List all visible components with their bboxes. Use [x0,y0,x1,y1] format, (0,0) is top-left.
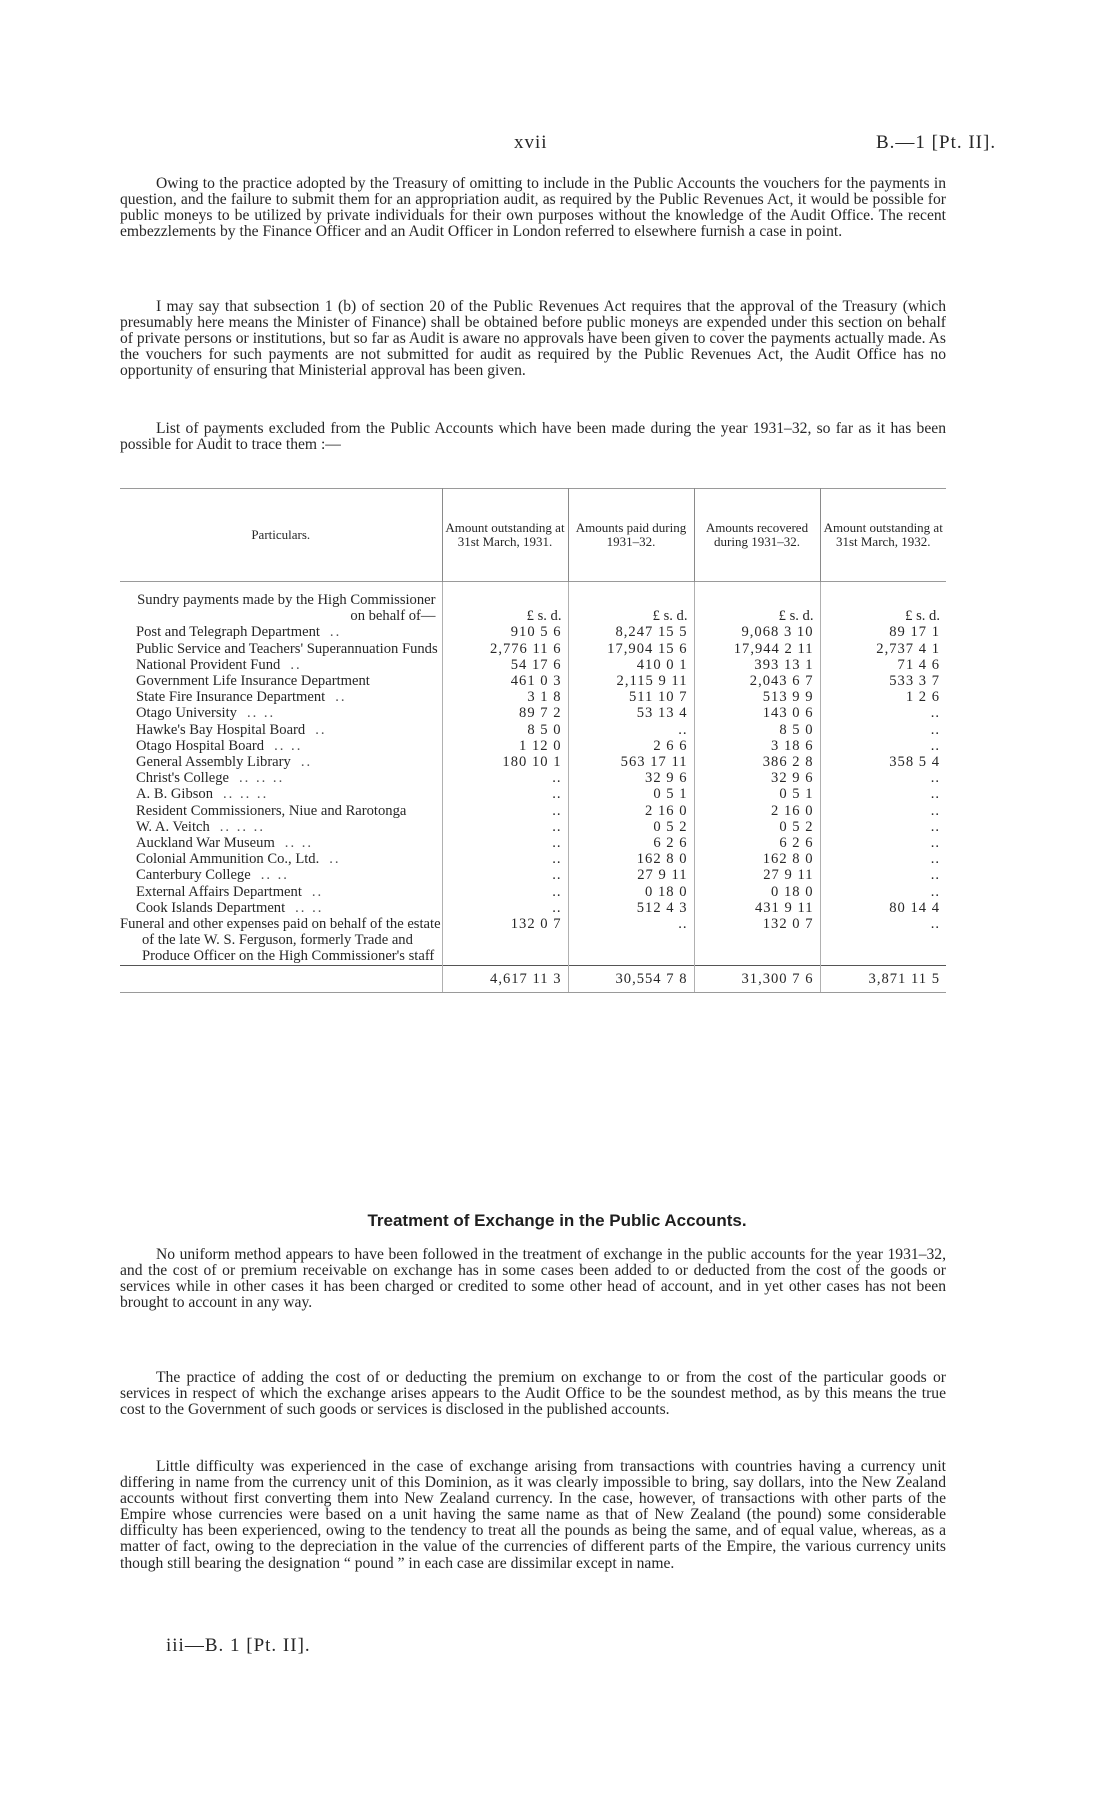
row-particulars [120,770,442,786]
row-leader-dots: .. [329,851,341,868]
row-particulars: Funeral and other expenses paid on behalf of the estate of the late W. S. Ferguson, formerly Trade and Produce Officer on the High Commissioner's staff [120,916,441,965]
total-outstanding-1931: 4,617 11 3 [442,965,568,992]
row-leader-dots: .. .. .. [223,786,269,803]
row-leader-dots: .. [290,656,302,673]
recovered-header: Amounts recovered during 1931–32. [694,489,820,582]
cell-outstanding-1931: .. [442,835,568,851]
cell-outstanding-1932: .. [820,705,946,721]
cell-recovered: 162 8 0 [694,851,820,867]
row-particulars [120,689,442,705]
cell-paid: 563 17 11 [568,754,694,770]
exchange-heading: Treatment of Exchange in the Public Accounts. [367,1211,747,1230]
row-particulars [120,835,442,851]
row-name: Colonial Ammunition Co., Ltd. [136,851,320,868]
cell-outstanding-1931: 2,776 11 6 [442,641,568,657]
paid-header: Amounts paid during 1931–32. [568,489,694,582]
cell-outstanding-1931: .. [442,803,568,819]
table-row [120,867,946,883]
row-leader-dots: .. [315,721,327,738]
cell-paid: .. [568,916,694,965]
table-row [120,803,946,819]
cell-paid: 32 9 6 [568,770,694,786]
cell-outstanding-1931: 54 17 6 [442,657,568,673]
cell-paid: .. [568,722,694,738]
cell-paid: 512 4 3 [568,900,694,916]
cell-outstanding-1931: 180 10 1 [442,754,568,770]
table-row [120,819,946,835]
unit-label: £ s. d. [442,592,568,624]
row-particulars [120,851,442,867]
cell-recovered: 143 0 6 [694,705,820,721]
row-name: A. B. Gibson [136,786,214,803]
table-row [120,770,946,786]
cell-outstanding-1931: 89 7 2 [442,705,568,721]
row-name: General Assembly Library [136,754,291,771]
row-leader-dots: .. [335,689,347,706]
row-leader-dots: .. [329,624,342,641]
totals-row [120,965,946,992]
table-row [120,738,946,754]
row-particulars [120,900,442,916]
intro-paragraph-2: I may say that subsection 1 (b) of section 20 of the Public Revenues Act requires that the approval of the Treasury (which presumably here means the Minister of Finance) shall be obtained before public moneys are expended under this section on behalf of private persons or institutions, but so far as Audit is aware no approvals have been given to cover the payments actually made. As the vouchers for such payments are not submitted for audit as required by the Public Revenues Act, the Audit Office has no opportunity of ensuring that Ministerial approval has been given. [120,298,946,380]
cell-recovered: 431 9 11 [694,900,820,916]
total-outstanding-1932: 3,871 11 5 [820,965,946,992]
exchange-paragraph-1: No uniform method appears to have been followed in the treatment of exchange in the public accounts for the year 1931–32, and the cost of or premium receivable on exchange has in some cases been added to or deducted from the cost of the goods or services while in other cases it has been charged or credited to some other head of account, and in yet other cases has not been brought to account in any way. [120,1246,946,1312]
cell-outstanding-1932: 80 14 4 [820,900,946,916]
cell-outstanding-1932: 1 2 6 [820,689,946,705]
row-particulars [120,657,442,673]
cell-outstanding-1932: 533 3 7 [820,673,946,689]
cell-outstanding-1932: .. [820,786,946,802]
row-name: W. A. Veitch [136,818,210,835]
cell-outstanding-1931: 3 1 8 [442,689,568,705]
table-row-funeral [120,916,946,965]
cell-paid: 511 10 7 [568,689,694,705]
payments-table [120,488,946,1213]
row-name: Hawke's Bay Hospital Board [136,721,306,738]
row-particulars [120,819,442,835]
table-row [120,851,946,867]
cell-outstanding-1932: 89 17 1 [820,624,946,640]
cell-outstanding-1931: 461 0 3 [442,673,568,689]
cell-paid: 0 5 1 [568,786,694,802]
cell-paid: 2 16 0 [568,803,694,819]
unit-label: £ s. d. [820,592,946,624]
cell-outstanding-1931: .. [442,819,568,835]
cell-recovered: 0 5 2 [694,819,820,835]
row-name: Canterbury College [136,867,251,884]
cell-recovered: 132 0 7 [694,916,820,965]
cell-recovered: 513 9 9 [694,689,820,705]
cell-outstanding-1931: .. [442,770,568,786]
table-row [120,657,946,673]
row-leader-dots: .. .. [246,705,276,722]
document-reference: B.—1 [Pt. II]. [876,132,997,153]
row-leader-dots: .. .. [295,899,324,916]
cell-outstanding-1931: .. [442,884,568,900]
row-particulars [120,867,442,883]
cell-paid: 17,904 15 6 [568,641,694,657]
group-label: Sundry payments made by the High Commissioner on behalf of— [137,592,436,625]
table-row [120,705,946,721]
table-row [120,786,946,802]
row-leader-dots: .. .. .. [239,770,285,787]
row-name: Christ's College [136,770,230,787]
cell-paid: 2 6 6 [568,738,694,754]
row-name: Otago Hospital Board [136,737,265,754]
cell-outstanding-1931: 910 5 6 [442,624,568,640]
row-particulars [120,722,442,738]
cell-recovered: 6 2 6 [694,835,820,851]
row-leader-dots: .. .. .. [219,818,265,835]
intro-paragraph-3: List of payments excluded from the Public Accounts which have been made during the year 1931–32, so far as it has been possible for Audit to trace them :— [120,420,946,454]
cell-recovered: 27 9 11 [694,867,820,883]
table-row [120,641,946,657]
cell-outstanding-1932: .. [820,835,946,851]
table-row [120,673,946,689]
cell-paid: 8,247 15 5 [568,624,694,640]
row-name: Auckland War Museum [136,835,275,852]
cell-outstanding-1932: 71 4 6 [820,657,946,673]
row-leader-dots: .. .. [284,835,314,852]
cell-outstanding-1931: 132 0 7 [442,916,568,965]
cell-recovered: 0 5 1 [694,786,820,802]
total-paid: 30,554 7 8 [568,965,694,992]
row-leader-dots: .. .. [260,867,289,884]
table-row [120,900,946,916]
cell-recovered: 8 5 0 [694,722,820,738]
outstanding-1931-header: Amount outstanding at 31st March, 1931. [442,489,568,582]
total-recovered: 31,300 7 6 [694,965,820,992]
row-particulars [120,754,442,770]
cell-outstanding-1932: 358 5 4 [820,754,946,770]
cell-outstanding-1932: .. [820,851,946,867]
cell-recovered: 2,043 6 7 [694,673,820,689]
group-row [120,592,946,624]
cell-outstanding-1931: .. [442,786,568,802]
unit-label: £ s. d. [694,592,820,624]
cell-outstanding-1931: .. [442,867,568,883]
table-row [120,884,946,900]
row-particulars [120,803,442,819]
table-row [120,722,946,738]
cell-outstanding-1931: 1 12 0 [442,738,568,754]
row-particulars [120,624,442,640]
exchange-paragraph-2: The practice of adding the cost of or deducting the premium on exchange to or from the cost of the particular goods or services in respect of which the exchange arises appears to the Audit Office to be the soundest method, as by this means the true cost to the Government of such goods or services is disclosed in the published accounts. [120,1369,946,1419]
cell-outstanding-1932: .. [820,803,946,819]
cell-paid: 0 18 0 [568,884,694,900]
row-name: State Fire Insurance Department [136,689,326,706]
intro-paragraph-1: Owing to the practice adopted by the Treasury of omitting to include in the Public Accounts the vouchers for the payments in question, and the failure to submit them for an appropriation audit, as required by the Public Revenues Act, it would be possible for public moneys to be utilized by private individuals for their own purposes without the knowledge of the Audit Office. The recent embezzlements by the Finance Officer and an Audit Officer in London referred to elsewhere furnish a case in point. [120,175,946,241]
row-name: National Provident Fund [136,656,281,673]
cell-recovered: 32 9 6 [694,770,820,786]
row-particulars [120,884,442,900]
cell-paid: 0 5 2 [568,819,694,835]
footer-signature: iii—B. 1 [Pt. II]. [166,1635,311,1656]
cell-outstanding-1932: .. [820,722,946,738]
cell-outstanding-1932: .. [820,867,946,883]
table-row [120,835,946,851]
cell-paid: 6 2 6 [568,835,694,851]
cell-recovered: 9,068 3 10 [694,624,820,640]
particulars-header: Particulars. [251,526,311,542]
row-particulars [120,705,442,721]
cell-paid: 2,115 9 11 [568,673,694,689]
cell-paid: 162 8 0 [568,851,694,867]
cell-outstanding-1931: .. [442,851,568,867]
outstanding-1932-header: Amount outstanding at 31st March, 1932. [820,489,946,582]
cell-recovered: 393 13 1 [694,657,820,673]
row-name: Resident Commissioners, Niue and Rarotonga [136,802,407,819]
row-name: Government Life Insurance Department [136,673,370,690]
cell-outstanding-1932: .. [820,770,946,786]
cell-recovered: 3 18 6 [694,738,820,754]
cell-outstanding-1932: .. [820,916,946,965]
row-leader-dots: .. [311,883,324,900]
row-particulars [120,786,442,802]
row-name: Post and Telegraph Department [136,624,320,641]
exchange-paragraph-3: Little difficulty was experienced in the case of exchange arising from transactions with countries having a currency unit differing in name from the currency unit of this Dominion, as it was clearly impossible to bring, say dollars, into the New Zealand accounts without first converting them into New Zealand currency. In the case, however, of transactions with other parts of the Empire whose currencies were based on a unit having the same name as that of New Zealand (the pound) some considerable difficulty has been experienced, owing to the tendency to treat all the pounds as being the same, and of equal value, whereas, as a matter of fact, owing to the depreciation in the value of the currencies of different parts of the Empire, the various currency units though still bearing the designation “ pound ” in each case are dissimilar except in name. [120,1458,946,1572]
cell-paid: 53 13 4 [568,705,694,721]
cell-outstanding-1931: 8 5 0 [442,722,568,738]
table-header-row [120,489,946,582]
page-number: xvii [514,132,548,153]
cell-outstanding-1932: 2,737 4 1 [820,641,946,657]
table-row [120,624,946,640]
cell-outstanding-1932: .. [820,738,946,754]
table-row [120,689,946,705]
row-name: Otago University [136,705,237,722]
cell-recovered: 17,944 2 11 [694,641,820,657]
cell-outstanding-1932: .. [820,884,946,900]
row-leader-dots: .. [300,754,313,771]
cell-paid: 27 9 11 [568,867,694,883]
row-particulars [120,641,442,657]
row-particulars [120,673,442,689]
row-leader-dots: .. .. [274,737,303,754]
cell-outstanding-1932: .. [820,819,946,835]
row-name: Cook Islands Department [136,899,286,916]
cell-recovered: 2 16 0 [694,803,820,819]
row-name: Public Service and Teachers' Superannuation Funds [136,640,438,657]
cell-paid: 410 0 1 [568,657,694,673]
row-particulars [120,738,442,754]
row-name: External Affairs Department [136,883,302,900]
cell-outstanding-1931: .. [442,900,568,916]
table-row [120,754,946,770]
cell-recovered: 0 18 0 [694,884,820,900]
cell-recovered: 386 2 8 [694,754,820,770]
unit-label: £ s. d. [568,592,694,624]
